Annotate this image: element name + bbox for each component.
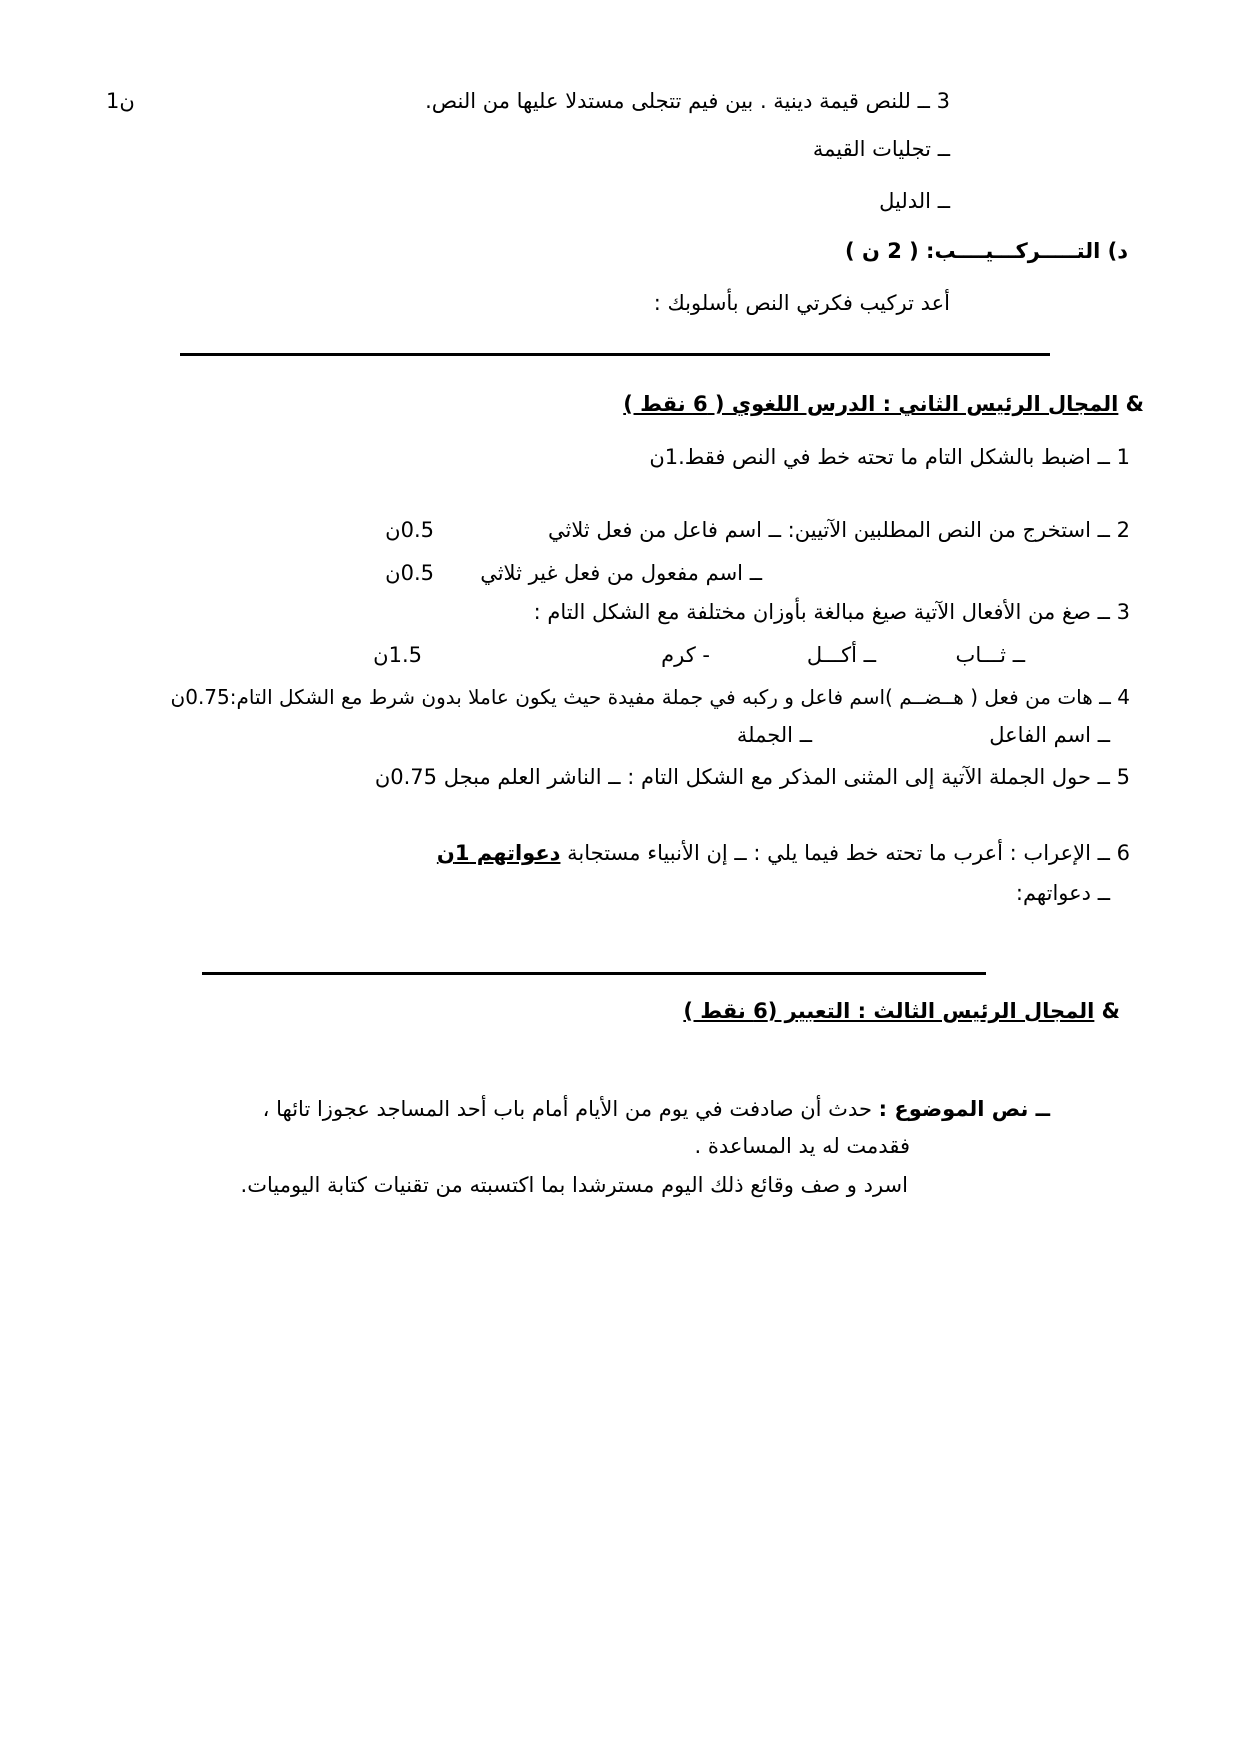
- s3-topic-line-2: فقدمت له يد المساعدة .: [694, 1134, 910, 1158]
- s3-topic-text-1: حدث أن صادفت في يوم من الأيام أمام باب أحد المساجد عجوزا تائها ،: [262, 1097, 872, 1121]
- s3-topic-label: ــ نص الموضوع :: [878, 1097, 1050, 1121]
- question-3-sub-manifestations: ــ تجليات القيمة: [812, 137, 950, 161]
- question-3-text: 3 ــ للنص قيمة دينية . بين فيم تتجلى مستدلا عليها من النص.: [425, 89, 950, 113]
- part-d-instruction: أعد تركيب فكرتي النص بأسلوبك :: [653, 291, 950, 315]
- question-3-score: 1ن: [106, 89, 135, 113]
- s2-question-3-verb-1: ــ ثـــاب: [955, 643, 1025, 667]
- section-divider: [202, 972, 986, 975]
- section-3-title: المجال الرئيس الثالث : التعبير (6 نقط ): [683, 999, 1095, 1023]
- s2-question-2-score-2: 0.5ن: [385, 561, 434, 585]
- s2-question-2-score-1: 0.5ن: [385, 518, 434, 542]
- s2-question-6-sub: ــ دعواتهم:: [1015, 881, 1110, 905]
- section-2-title: المجال الرئيس الثاني : الدرس اللغوي ( 6 نقط ): [623, 392, 1119, 416]
- s2-question-3-line-1: 3 ــ صغ من الأفعال الآتية صيغ مبالغة بأوزان مختلفة مع الشكل التام :: [533, 600, 1130, 624]
- s2-question-2-line-1: 2 ــ استخرج من النص المطلبين الآتيين: ــ اسم فاعل من فعل ثلاثي: [548, 518, 1130, 542]
- section-divider: [180, 353, 1050, 356]
- s2-question-1: 1 ــ اضبط بالشكل التام ما تحته خط في النص فقط.1ن: [649, 445, 1130, 469]
- s2-question-2-line-2: ــ اسم مفعول من فعل غير ثلاثي: [480, 561, 762, 585]
- section-3-marker: &: [1101, 999, 1120, 1023]
- section-2-heading: [623, 389, 1144, 419]
- s2-question-6-prefix: 6 ــ الإعراب : أعرب ما تحته خط فيما يلي : ــ إن الأنبياء مستجابة: [567, 841, 1130, 865]
- s2-question-3-verb-2: ــ أكـــل: [806, 643, 876, 667]
- s2-question-4-sub-participle: ــ اسم الفاعل: [989, 723, 1110, 747]
- s3-topic-line-3: اسرد و صف وقائع ذلك اليوم مسترشدا بما اكتسبته من تقنيات كتابة اليوميات.: [240, 1173, 908, 1197]
- s2-question-5: 5 ــ حول الجملة الآتية إلى المثنى المذكر مع الشكل التام : ــ الناشر العلم مبجل 0.75ن: [374, 765, 1130, 789]
- section-3-heading: [683, 996, 1120, 1026]
- s2-question-6-bold: دعواتهم 1ن: [436, 841, 561, 865]
- s2-question-6: [437, 838, 1130, 868]
- section-2-marker: &: [1125, 392, 1144, 416]
- question-3-sub-evidence: ــ الدليل: [879, 189, 950, 213]
- s2-question-4-line-1: 4 ــ هات من فعل ( هــضــم )اسم فاعل و ركبه في جملة مفيدة حيث يكون عاملا بدون شرط مع الشكل التام:0.75ن: [170, 685, 1130, 709]
- s3-topic-line-1: [263, 1094, 1050, 1124]
- s2-question-4-sub-sentence: ــ الجملة: [736, 723, 812, 747]
- part-d-title: د) التـــــركـــيــــب: ( 2 ن ): [845, 239, 1128, 263]
- s2-question-3-score: 1.5ن: [373, 643, 422, 667]
- s2-question-3-verb-3: - كرم: [661, 643, 710, 667]
